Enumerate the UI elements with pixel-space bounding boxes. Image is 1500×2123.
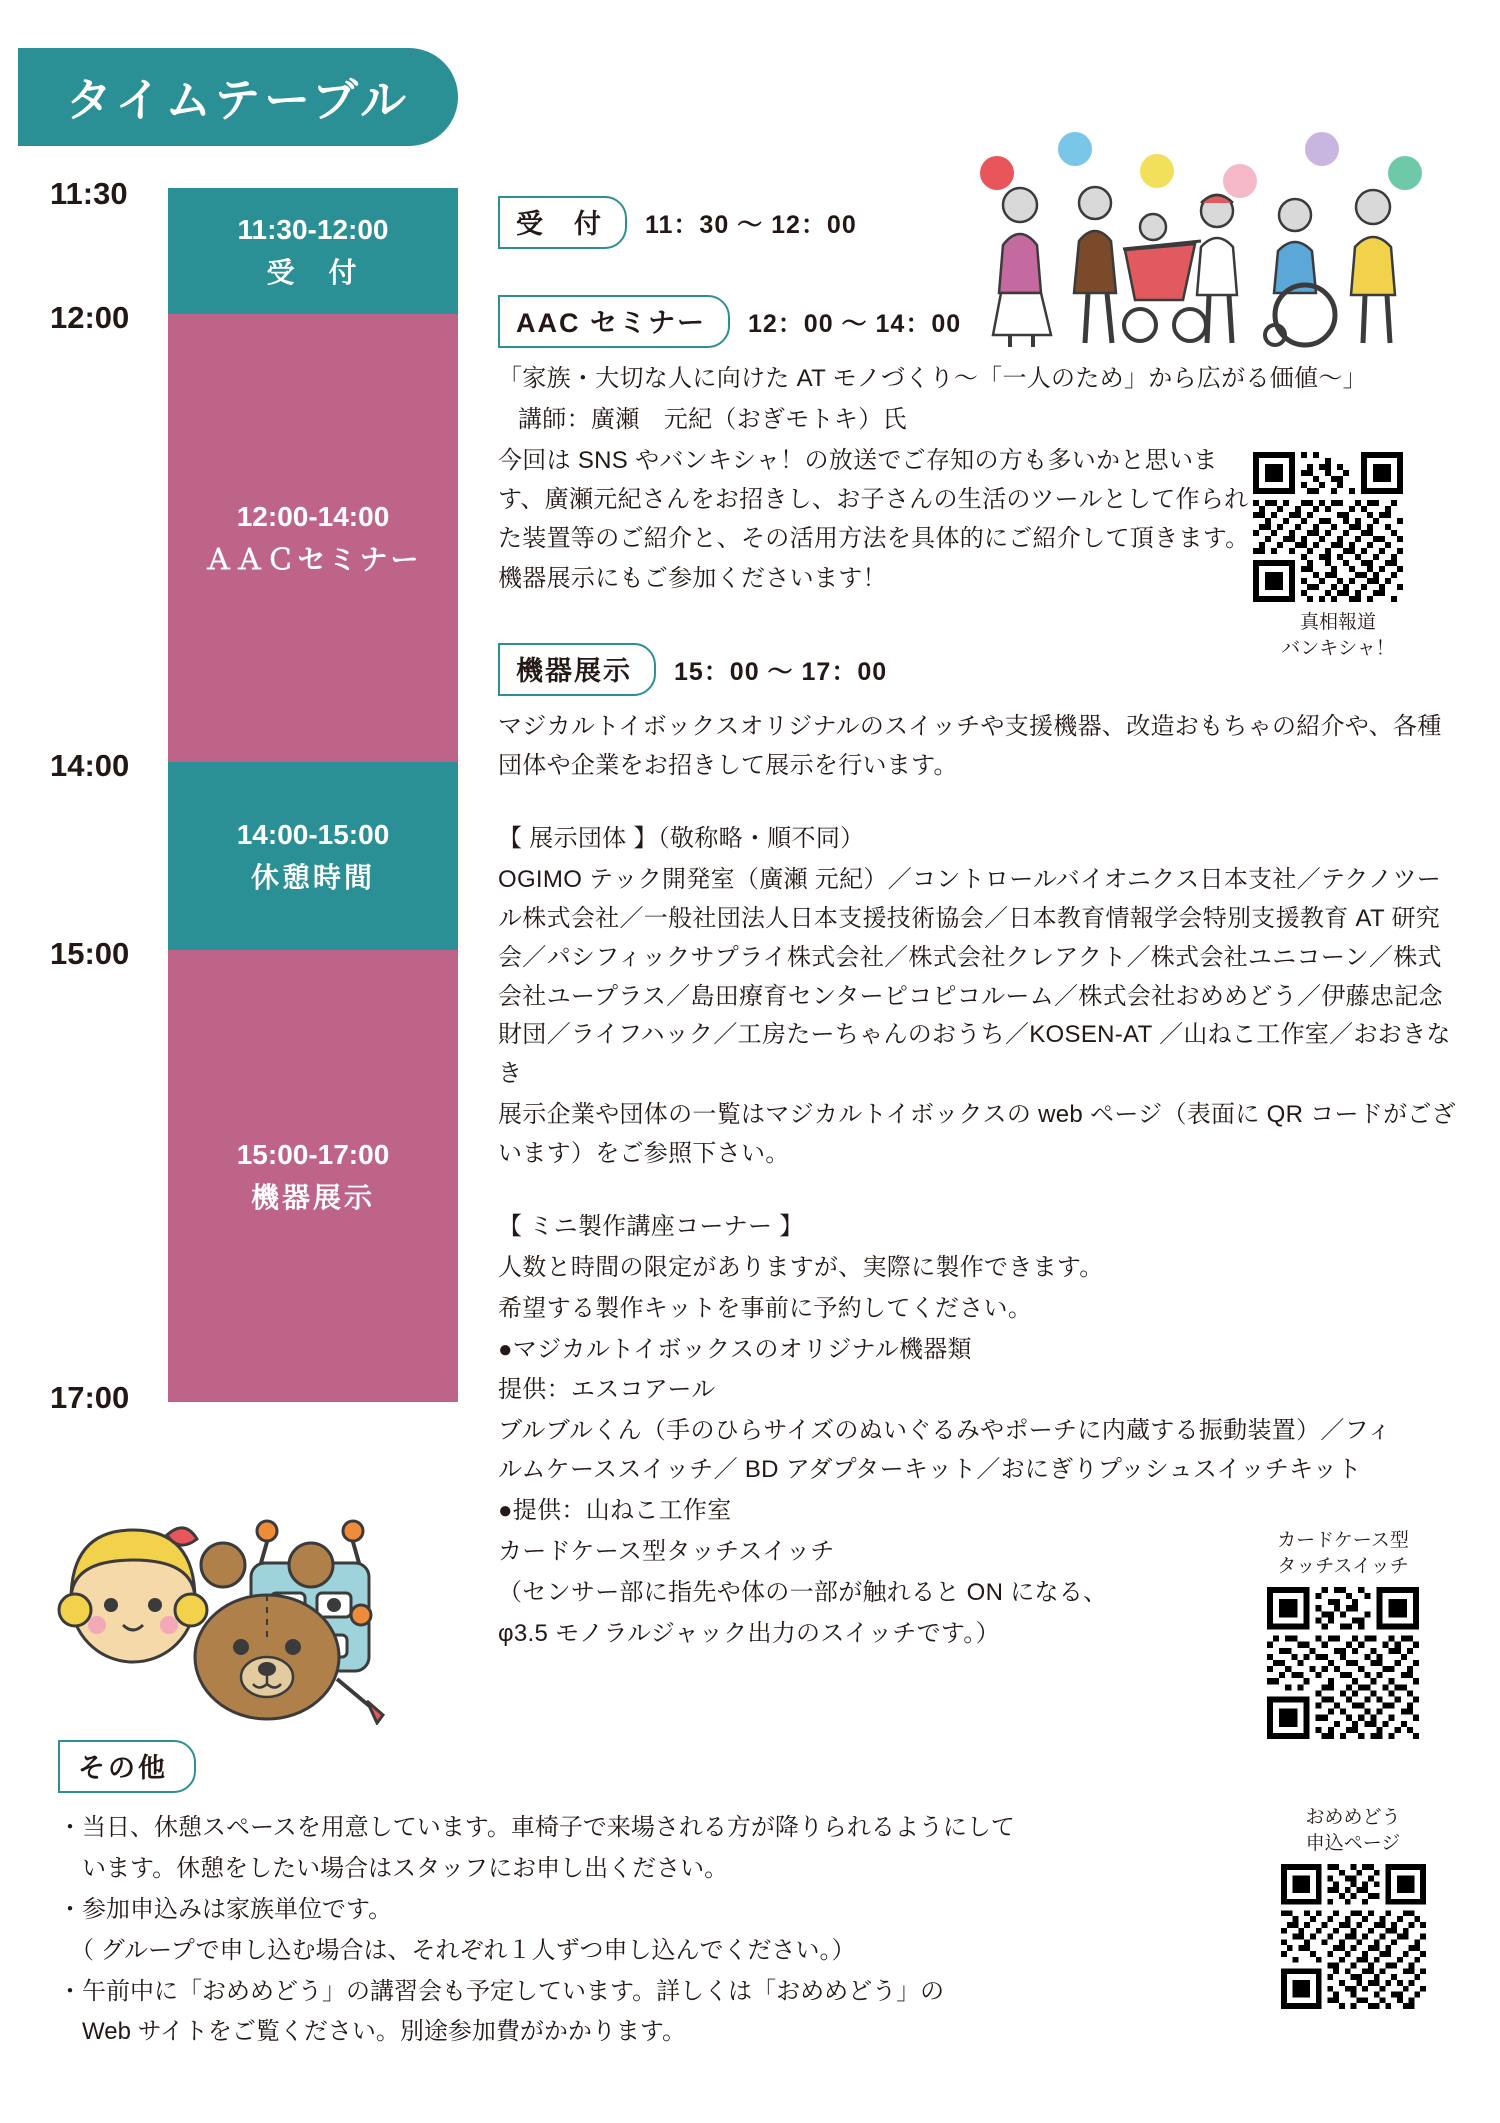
characters-illustration-svg <box>55 1505 455 1725</box>
qr-code-image[interactable] <box>1253 452 1403 602</box>
slot-time: 11:30-12:00 <box>237 213 389 245</box>
qr-bankisha-caption-2: バンキシャ！ <box>1281 637 1395 659</box>
seminar-subtitle: 「家族・大切な人に向けた AT モノづくり〜「一人のため」から広がる価値〜」 <box>498 365 1367 392</box>
qr-touchswitch-caption-1: カードケース型 <box>1277 1530 1409 1551</box>
section-other <box>58 1740 1238 2054</box>
slot-time: 12:00-14:00 <box>236 500 390 532</box>
mini-course-line-6: ●提供：山ねこ工作室 <box>498 1497 732 1524</box>
time-label-1400: 14:00 <box>50 748 130 783</box>
qr-omemedo-caption-1: おめめどう <box>1305 1807 1401 1828</box>
qr-bankisha[interactable] <box>1253 452 1423 661</box>
other-note-1: ・当日、休憩スペースを用意しています。車椅子で来場される方が降りられるようにして <box>58 1814 1015 1841</box>
slot-name: 受 付 <box>266 257 360 288</box>
slot-time: 14:00-15:00 <box>236 818 390 850</box>
other-note-2: ・参加申込みは家族単位です。 <box>58 1895 393 1923</box>
tag-equipment-exhibit: 機器展示 <box>498 643 656 696</box>
time-label-1200: 12:00 <box>50 300 130 335</box>
mini-course-line-2: 希望する製作キットを事前に予約してください。 <box>498 1294 1033 1322</box>
tag-other: その他 <box>58 1740 196 1793</box>
slot-name: 機器展示 <box>250 1182 375 1213</box>
tag-aac-seminar: AAC セミナー <box>498 295 730 348</box>
exhibit-orgs-body: OGIMO テック開発室（廣瀬 元紀）／コントロールバイオニクス日本支社／テクノツール株式会社／一般社団法人日本支援技術協会／日本教育情報学会特別支援教育 AT 研究会／パシフィックサプライ株式会社／株式会社クレアクト／株式会社ユニコーン／株式会社ユープラス／島田療育センターピコピコルーム／株式会社おめめどう／伊藤忠記念財団／ライフハック／工房たーちゃんのおうち／KOSEN-AT ／山ねこ工作室／おおきなき <box>498 865 1451 1088</box>
timetable-slot-break <box>168 762 458 950</box>
seminar-body: 今回は SNS やバンキシャ！の放送でご存知の方も多いかと思います、廣瀬元紀さんをお招きし、お子さんの生活のツールとして作られた装置等のご紹介と、その活用方法を具体的にご紹介して頂きます。 <box>498 446 1250 552</box>
characters-illustration <box>55 1505 455 1725</box>
slot-time: 15:00-17:00 <box>236 1138 390 1170</box>
mini-course-line-4: 提供：エスコアール <box>498 1376 716 1404</box>
slot-name: ＡＡＣセミナー <box>204 544 422 575</box>
timetable-slot-seminar <box>168 314 458 762</box>
exhibit-body: マジカルトイボックスオリジナルのスイッチや支援機器、改造おもちゃの紹介や、各種団体や企業をお招きして展示を行います。 <box>498 713 1442 780</box>
dot-2 <box>1058 132 1092 166</box>
mini-course-line-9: φ3.5 モノラルジャック出力のスイッチです。） <box>498 1619 1000 1647</box>
mini-course-line-7: カードケース型タッチスイッチ <box>498 1537 835 1565</box>
mini-course-heading: 【 ミニ製作講座コーナー 】 <box>498 1212 804 1240</box>
seminar-body2: 機器展示にもご参加くださいます！ <box>498 565 887 593</box>
time-label-1130: 11:30 <box>50 176 128 211</box>
other-note-1b: います。休憩をしたい場合はスタッフにお申し出ください。 <box>58 1854 729 1882</box>
other-note-3b: Web サイトをご覧ください。別途参加費がかかります。 <box>58 2018 686 2046</box>
other-note-3: ・午前中に「おめめどう」の講習会も予定しています。詳しくは「おめめどう」の <box>58 1977 945 2005</box>
page-title-text: タイムテーブル <box>66 74 411 126</box>
timetable-slot-reception <box>168 188 458 314</box>
qr-code-image[interactable] <box>1281 1864 1426 2009</box>
mini-course-line-3: ●マジカルトイボックスのオリジナル機器類 <box>498 1335 972 1363</box>
other-notes-list <box>58 1809 1238 2052</box>
other-note-2b: （ グループで申し込む場合は、それぞれ１人ずつ申し込んでください。） <box>58 1936 856 1964</box>
qr-bankisha-caption-1: 真相報道 <box>1299 612 1376 633</box>
timetable-slot-exhibit <box>168 950 458 1402</box>
mini-course-line-1: 人数と時間の限定がありますが、実際に製作できます。 <box>498 1253 1104 1281</box>
section-reception-header <box>498 196 1458 249</box>
exhibit-orgs-note: 展示企業や団体の一覧はマジカルトイボックスの web ページ（表面に QR コードがございます）をご参照下さい。 <box>498 1101 1456 1167</box>
seminar-time: 12：00 〜 14：00 <box>748 309 962 338</box>
mini-course-line-8: （センサー部に指先や体の一部が触れると ON になる、 <box>498 1578 1108 1606</box>
tag-reception: 受 付 <box>498 196 627 249</box>
qr-omemedo-caption-2: 申込ページ <box>1305 1832 1401 1854</box>
qr-omemedo[interactable] <box>1268 1805 1438 2009</box>
seminar-lecturer: 講師：廣瀬 元紀（おぎモトキ）氏 <box>518 405 907 433</box>
exhibit-orgs-heading: 【 展示団体 】（敬称略・順不同） <box>498 825 865 852</box>
qr-touchswitch-caption-2: タッチスイッチ <box>1277 1555 1409 1577</box>
reception-time: 11：30 〜 12：00 <box>645 210 857 239</box>
qr-touchswitch[interactable] <box>1253 1528 1433 1739</box>
mini-course-line-5: ブルブルくん（手のひらサイズのぬいぐるみやポーチに内蔵する振動装置）／フィルムケーススイッチ／ BD アダプターキット／おにぎりプッシュスイッチキット <box>498 1417 1392 1484</box>
time-label-1500: 15:00 <box>50 936 130 971</box>
exhibit-time: 15：00 〜 17：00 <box>674 657 888 686</box>
time-label-1700: 17:00 <box>50 1380 130 1415</box>
program-details <box>498 196 1458 1654</box>
section-seminar-header <box>498 295 1458 348</box>
qr-code-image[interactable] <box>1267 1587 1419 1739</box>
slot-name: 休憩時間 <box>250 862 375 893</box>
page-title <box>18 48 458 146</box>
dot-5 <box>1305 132 1339 166</box>
